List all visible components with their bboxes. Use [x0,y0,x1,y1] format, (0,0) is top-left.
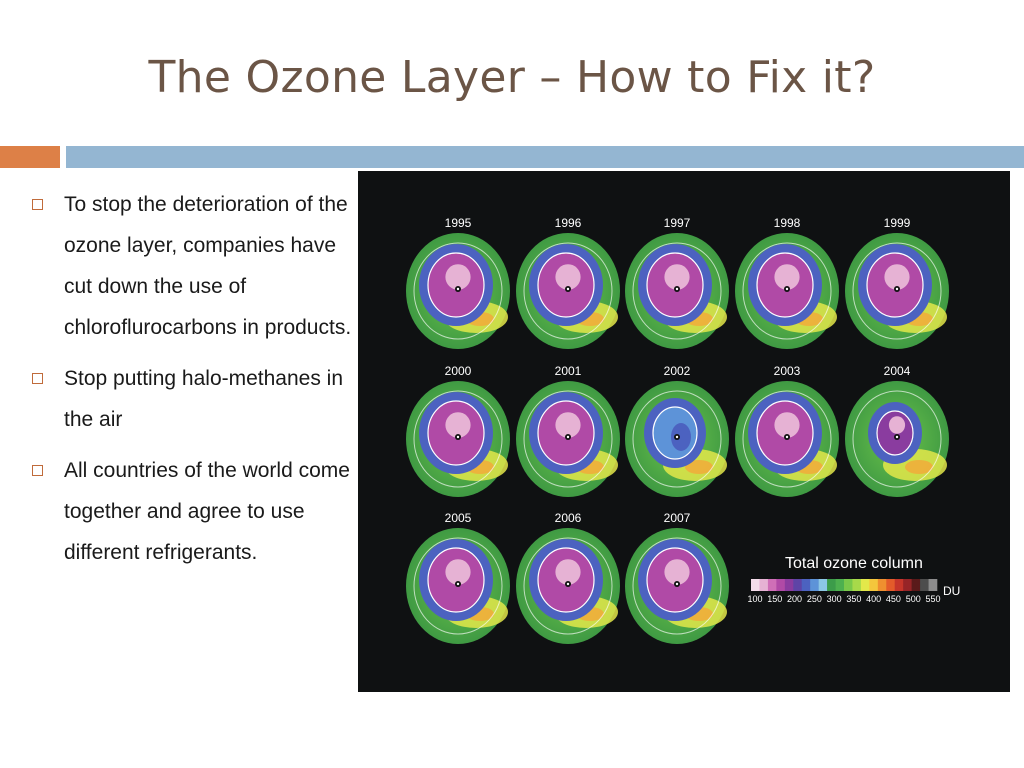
pole-marker-dot [896,288,898,290]
ozone-map-2001 [516,364,620,497]
ozone-hole-core [664,559,689,585]
legend-swatch [878,579,887,591]
pole-marker-dot [676,288,678,290]
legend-tick-label: 450 [885,594,901,604]
bullet-item [30,184,356,348]
pole-marker-dot [567,436,569,438]
legend-swatch [759,579,768,591]
legend-swatch [886,579,895,591]
ozone-hole-core [445,412,470,438]
ozone-hole-core [445,264,470,290]
ozone-hole-core [555,412,580,438]
legend-swatch [785,579,794,591]
ozone-map-1997 [625,216,729,349]
map-year-label: 2001 [554,364,582,378]
map-year-label: 1998 [773,216,801,230]
square-bullet-icon [32,373,43,384]
legend-swatch [836,579,845,591]
ozone-hole-core [884,264,909,290]
ozone-map-2007 [625,511,729,644]
legend-swatch [768,579,777,591]
square-bullet-icon [32,199,43,210]
pole-marker-dot [896,436,898,438]
ozone-hole-core [445,559,470,585]
legend-swatch [895,579,904,591]
legend-swatch [827,579,836,591]
ozone-hole-core [889,416,905,434]
map-year-label: 2003 [773,364,801,378]
map-year-label: 1995 [444,216,472,230]
ozone-map-2000 [406,364,510,497]
ozone-hole-core [555,264,580,290]
pole-marker-dot [567,583,569,585]
legend-swatch [751,579,760,591]
legend-tick-label: 500 [905,594,921,604]
ozone-map-2002 [625,364,729,497]
legend-tick-label: 550 [925,594,941,604]
pole-marker-dot [676,436,678,438]
legend-tick-label: 400 [866,594,882,604]
legend-swatch [920,579,929,591]
legend-swatch [903,579,912,591]
legend-swatch [912,579,921,591]
map-year-label: 1997 [663,216,691,230]
legend-swatch [802,579,811,591]
map-year-label: 2004 [883,364,911,378]
legend-title: Total ozone column [785,555,923,572]
accent-bar-blue [66,146,1024,168]
legend-swatch [929,579,938,591]
ozone-map-2005 [406,511,510,644]
ozone-map-2006 [516,511,620,644]
pole-marker-dot [786,288,788,290]
legend-tick-label: 150 [767,594,783,604]
pole-marker-dot [786,436,788,438]
pole-marker-dot [567,288,569,290]
legend-tick-label: 250 [806,594,822,604]
ozone-map-2003 [735,364,839,497]
legend-swatch [776,579,785,591]
map-year-label: 2006 [554,511,582,525]
ozone-hole-core [774,412,799,438]
pole-marker-dot [457,288,459,290]
bullet-item [30,450,356,573]
pole-marker-dot [676,583,678,585]
ozone-map-2004 [845,364,949,497]
map-year-label: 1999 [883,216,911,230]
accent-bar-orange [0,146,60,168]
map-year-label: 2002 [663,364,691,378]
slide-title: The Ozone Layer – How to Fix it? [148,52,876,103]
bullet-item [30,358,356,440]
legend-swatch [793,579,802,591]
pole-marker-dot [457,436,459,438]
ozone-maps-figure [358,171,1010,692]
bullet-text: To stop the deterioration of the ozone layer, companies have cut down the use of chloroflurocarbons in products. [64,193,352,339]
bullet-text: All countries of the world come together and agree to use different refrigerants. [64,459,350,564]
ozone-maps-svg [358,171,1010,692]
legend-swatch [810,579,819,591]
legend-tick-label: 200 [787,594,803,604]
legend-tick-label: 350 [846,594,862,604]
legend-swatch [819,579,828,591]
ozone-hole-core [664,264,689,290]
ozone-hole-core [555,559,580,585]
map-year-label: 2007 [663,511,691,525]
legend-tick-label: 300 [826,594,842,604]
legend-swatch [852,579,861,591]
map-year-label: 2000 [444,364,472,378]
square-bullet-icon [32,465,43,476]
ozone-map-1995 [406,216,510,349]
ozone-hole-core [774,264,799,290]
bullet-list [30,184,356,583]
legend-unit: DU [943,584,961,598]
legend-tick-label: 100 [747,594,763,604]
ozone-map-1999 [845,216,949,349]
pole-marker-dot [457,583,459,585]
ozone-legend [747,555,960,604]
bullet-text: Stop putting halo-methanes in the air [64,367,344,431]
ozone-map-1996 [516,216,620,349]
legend-swatch [844,579,853,591]
ozone-map-1998 [735,216,839,349]
map-year-label: 1996 [554,216,582,230]
legend-swatch [869,579,878,591]
map-year-label: 2005 [444,511,472,525]
legend-swatch [861,579,870,591]
